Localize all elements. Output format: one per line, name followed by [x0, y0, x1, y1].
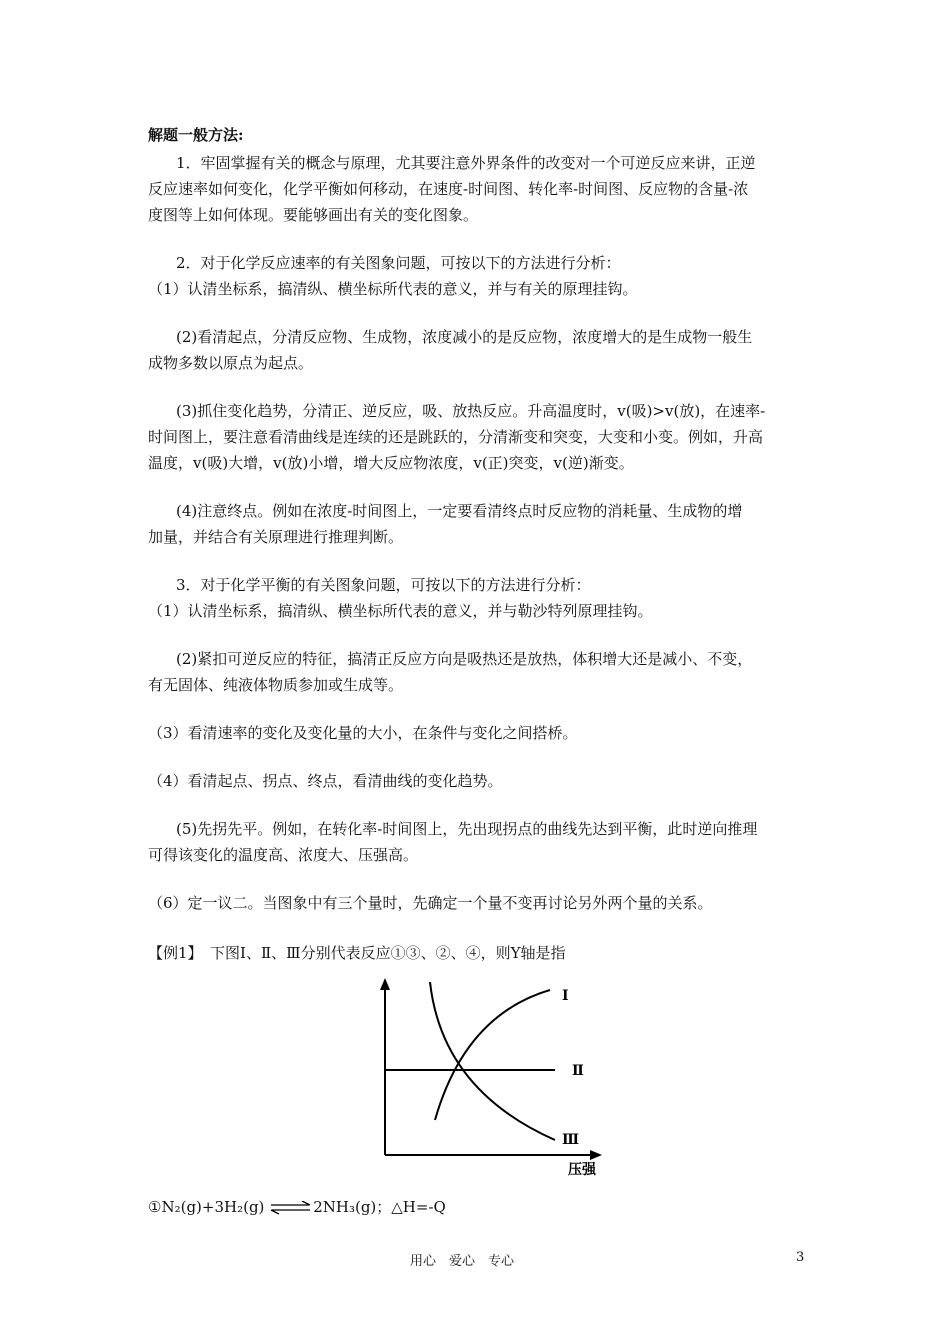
paragraph-2-item-1: （1）认清坐标系，搞清纵、横坐标所代表的意义，并与有关的原理挂钩。 — [148, 280, 638, 298]
paragraph-2-item-2-line-2: 成物多数以原点为起点。 — [148, 354, 314, 372]
x-axis-label: 压强 — [568, 1162, 596, 1178]
example-1-prompt: 【例1】 下图Ⅰ、Ⅱ、Ⅲ分别代表反应①③、②、④，则Y轴是指 — [148, 944, 566, 962]
reaction-marker: ① — [148, 1198, 162, 1216]
curve-iii — [430, 982, 555, 1140]
page-number: 3 — [796, 1250, 805, 1265]
pressure-curve-figure — [360, 970, 620, 1180]
paragraph-2-item-3-line-1: (3)抓住变化趋势，分清正、逆反应，吸、放热反应。升高温度时，v(吸)>v(放)，在速率- — [176, 402, 766, 420]
equilibrium-arrow-icon — [269, 1201, 313, 1215]
curve-i-label: Ⅰ — [562, 988, 569, 1004]
curve-ii-label: Ⅱ — [572, 1063, 584, 1079]
paragraph-3-item-1: （1）认清坐标系，搞清纵、横坐标所代表的意义，并与勒沙特列原理挂钩。 — [148, 602, 653, 620]
footer-slogan: 用心 爱心 专心 — [410, 1254, 515, 1269]
paragraph-2-item-4-line-1: (4)注意终点。例如在浓度-时间图上，一定要看清终点时反应物的消耗量、生成物的增 — [176, 502, 743, 520]
reaction-left: N₂(g)+3H₂(g) — [161, 1198, 265, 1216]
paragraph-3-item-4: （4）看清起点、拐点、终点，看清曲线的变化趋势。 — [148, 772, 503, 790]
section-heading: 解题一般方法: — [148, 126, 244, 144]
x-axis-arrow — [590, 1150, 602, 1160]
paragraph-2-item-4-line-2: 加量，并结合有关原理进行推理判断。 — [148, 528, 404, 546]
paragraph-3-item-6: （6）定一议二。当图象中有三个量时，先确定一个量不变再讨论另外两个量的关系。 — [148, 894, 713, 912]
paragraph-3-item-2-line-1: (2)紧扣可逆反应的特征，搞清正反应方向是吸热还是放热，体积增大还是减小、不变， — [176, 650, 753, 668]
paragraph-3-item-5-line-1: (5)先拐先平。例如，在转化率-时间图上，先出现拐点的曲线先达到平衡，此时逆向推理 — [176, 820, 758, 838]
paragraph-3-item-2-line-2: 有无固体、纯液体物质参加或生成等。 — [148, 676, 404, 694]
paragraph-3-heading: 3．对于化学平衡的有关图象问题，可按以下的方法进行分析： — [176, 576, 591, 594]
paragraph-2-item-3-line-2: 时间图上，要注意看清曲线是连续的还是跳跃的，分清渐变和突变，大变和小变。例如，升高 — [148, 428, 764, 446]
paragraph-3-item-3: （3）看清速率的变化及变化量的大小，在条件与变化之间搭桥。 — [148, 724, 578, 742]
curve-iii-label: Ⅲ — [562, 1132, 580, 1148]
paragraph-2-item-3-line-3: 温度，v(吸)大增，v(放)小增，增大反应物浓度，v(正)突变，v(逆)渐变。 — [148, 454, 634, 472]
paragraph-2-heading: 2．对于化学反应速率的有关图象问题，可按以下的方法进行分析： — [176, 254, 621, 272]
paragraph-1-line-2: 反应速率如何变化，化学平衡如何移动，在速度-时间图、转化率-时间图、反应物的含量-浓 — [148, 180, 749, 198]
y-axis-arrow — [380, 978, 390, 990]
paragraph-1-line-3: 度图等上如何体现。要能够画出有关的变化图象。 — [148, 206, 479, 224]
paragraph-2-item-2-line-1: (2)看清起点，分清反应物、生成物，浓度减小的是反应物，浓度增大的是生成物一般生 — [176, 328, 753, 346]
reaction-right: 2NH₃(g)；△H=-Q — [313, 1198, 446, 1216]
reaction-equation — [148, 1196, 446, 1218]
paragraph-3-item-5-line-2: 可得该变化的温度高、浓度大、压强高。 — [148, 846, 419, 864]
paragraph-1-line-1: 1．牢固掌握有关的概念与原理，尤其要注意外界条件的改变对一个可逆反应来讲，正逆 — [176, 154, 756, 172]
